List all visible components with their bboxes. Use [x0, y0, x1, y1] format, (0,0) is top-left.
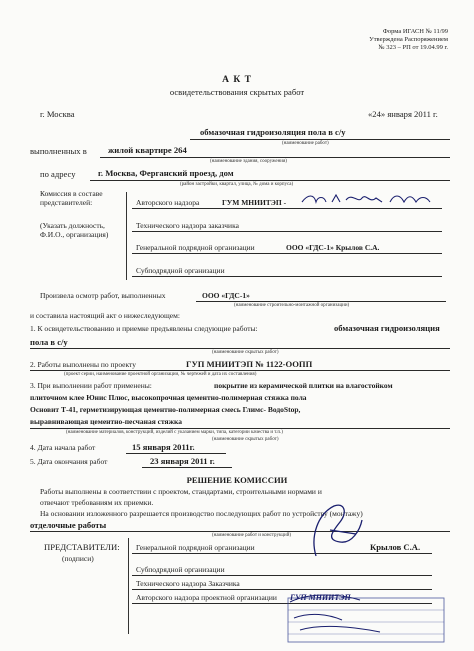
rep-tech-label: Технического надзора заказчика [136, 221, 239, 230]
rep-sub-label: Субподрядной организации [136, 266, 225, 275]
item1-value-b: пола в с/у [30, 337, 68, 347]
form-approved: Утверждена Распоряжением [369, 36, 448, 43]
city: г. Москва [40, 109, 75, 119]
performed-in-label: выполненных в [30, 146, 87, 156]
signatures-label: ПРЕДСТАВИТЕЛИ: [44, 542, 120, 552]
compiled-text: и составила настоящий акт о нижеследующем: [30, 311, 180, 320]
item5-text: 5. Дата окончания работ [30, 457, 108, 466]
sign-general-value: Крылов С.А. [370, 542, 421, 552]
item2-text: 2. Работы выполнены по проекту [30, 360, 136, 369]
contractor-signature [296, 500, 368, 560]
item3-line2: плиточном клее Юнис Плюс, высокопрочная цементно-полимерная стяжка пола [30, 393, 307, 402]
address-value: г. Москва, Ферганский проезд, дом [98, 168, 234, 178]
sign-tech-label: Технического надзора Заказчика [136, 579, 240, 588]
form-number: Форма ИГАСН № 11/99 [382, 28, 448, 35]
sign-author-label: Авторского надзора проектной организации [136, 593, 277, 602]
rep-general-label: Генеральной подрядной организации [136, 243, 255, 252]
address-caption: (район застройки, квартал, улица, № дома и корпуса) [180, 182, 294, 187]
decision-value: отделочные работы [30, 520, 107, 530]
sign-sub-label: Субподрядной организации [136, 565, 225, 574]
inspection-caption: (наименование строительно-монтажной организации) [234, 303, 350, 308]
item3-line3: Основит Т-41, герметизирующая цементно-полимерная смесь Глимс- ВодоStop, [30, 405, 301, 414]
handwritten-signature [300, 190, 440, 208]
decision-title: РЕШЕНИЕ КОМИССИИ [186, 475, 288, 485]
stamp-text: ГУП МНИИТЭП [290, 593, 351, 602]
work-name-caption: (наименование работ) [282, 141, 329, 146]
inspection-label: Произвела осмотр работ, выполненных [40, 291, 166, 300]
item1-text: 1. К освидетельствованию и приемке предъявлены следующие работы: [30, 324, 258, 333]
rep-general-value: ООО «ГДС-1» Крылов С.А. [286, 243, 380, 252]
act-date: «24» января 2011 г. [368, 109, 438, 119]
rep-author-value: ГУМ МНИИТЭП - [222, 198, 287, 207]
commission-label: Комиссия в составе представителей: [40, 189, 103, 207]
item1-value-a: обмазочная гидроизоляция [334, 323, 440, 333]
item1-caption: (наименование скрытых работ) [212, 350, 279, 355]
sign-general-label: Генеральной подрядной организации [136, 543, 255, 552]
item2-value: ГУП МНИИТЭП № 1122-ООПП [186, 359, 313, 369]
decision-line1: Работы выполнены в соответствии с проектом, стандартами, строительными нормами и [40, 487, 322, 496]
item2-caption: (проект серии, наименование проектной организации, № чертежей и дата их составления) [64, 372, 257, 377]
commission-hint: (Указать должность, Ф.И.О., организация) [40, 221, 109, 239]
address-label: по адресу [40, 169, 76, 179]
item3-text: 3. При выполнении работ применены: [30, 381, 152, 390]
decision-line3: На основании изложенного разрешается производство последующих работ по устройству (монтажу) [40, 509, 363, 518]
performed-in-caption: (наименование здания, сооружения) [210, 159, 287, 164]
item3-line1: покрытие из керамической плитки на влагостойком [214, 381, 393, 390]
item4-text: 4. Дата начала работ [30, 443, 96, 452]
item3-caption-b: (наименование скрытых работ) [212, 437, 279, 442]
item5-value: 23 января 2011 г. [150, 456, 215, 466]
item3-line4: выравнивающая цементно-песчаная стяжка [30, 417, 182, 426]
decision-caption: (наименование работ и конструкций) [212, 533, 292, 538]
item3-caption-a: (наименование материалов, конструкций, изделий с указанием марки, типа, категории качества и т.п.) [66, 430, 283, 435]
item4-value: 15 января 2011г. [132, 442, 195, 452]
inspection-value: ООО «ГДС-1» [202, 291, 250, 300]
work-name: обмазочная гидроизоляция пола в с/у [200, 127, 346, 137]
form-order: № 323 – РП от 19.04.99 г. [378, 44, 448, 51]
rep-author-label: Авторского надзора [136, 198, 200, 207]
signatures-hint: (подписи) [62, 554, 94, 563]
page-title: А К Т [222, 75, 252, 85]
page-subtitle: освидетельствования скрытых работ [169, 87, 305, 97]
performed-in-value: жилой квартире 264 [108, 145, 187, 155]
decision-line2: отвечают требованиям их приемки. [40, 498, 154, 507]
